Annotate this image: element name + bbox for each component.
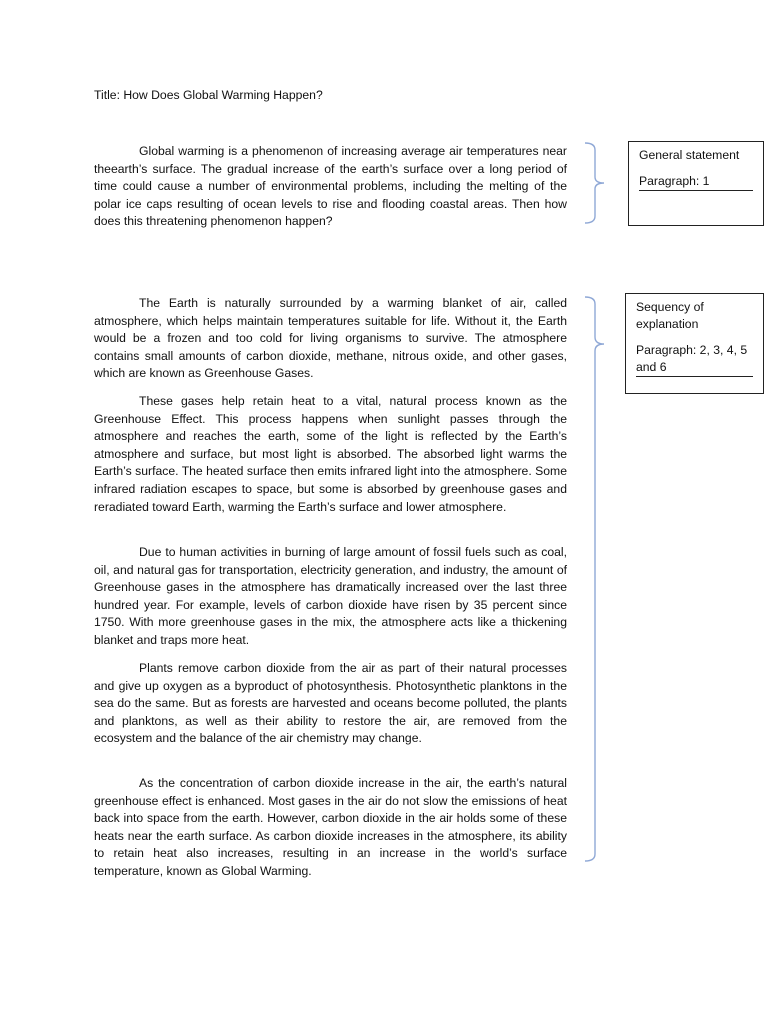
paragraph-3: These gases help retain heat to a vital, natural process known as the Greenhouse Effect. This process happens when sunlight passes through the atmosphere and reaches the earth, some of the light is reflected by the Earth’s atmosphere and surface, but most light is absorbed. The absorbed light warms the Earth’s surface. The heated surface then emits infrared light into the atmosphere. Some infrared radiation escapes to space, but some is absorbed by greenhouse gases and reradiated toward Earth, warming the Earth’s surface and lower atmosphere. xyxy=(94,394,567,514)
annotation-box-general-statement xyxy=(628,141,764,226)
document-title: Title: How Does Global Warming Happen? xyxy=(94,88,323,102)
paragraph-6: As the concentration of carbon dioxide increase in the air, the earth’s natural greenhouse effect is enhanced. Most gases in the air do not slow the emissions of heat back into space from the earth. However, carbon dioxide in the air holds some of these heats near the earth surface. As carbon dioxide increases in the atmosphere, its ability to retain heat also increases, resulting in an increase in the world’s surface temperature, known as Global Warming. xyxy=(94,776,567,878)
annotation-heading: General statement xyxy=(639,148,740,162)
paragraph-2: The Earth is naturally surrounded by a warming blanket of air, called atmosphere, which helps maintain temperatures suitable for life. Without it, the Earth would be a frozen and too cold for living organisms to survive. The atmosphere contains small amounts of carbon dioxide, methane, nitrous oxide, and other gases, which are known as Greenhouse Gases. xyxy=(94,296,567,381)
paragraph-5: Plants remove carbon dioxide from the air as part of their natural processes and give up oxygen as a byproduct of photosynthesis. Photosynthetic planktons in the sea do the same. But as forests are harvested and oceans become polluted, the plants and planktons, as well as their ability to restore the air, are removed from the ecosystem and the balance of the air chemistry may change. xyxy=(94,661,567,746)
annotation-paragraph-range: Paragraph: 1 xyxy=(639,173,753,191)
annotation-heading: Sequency of explanation xyxy=(636,300,704,331)
annotation-box-sequence-of-explanation xyxy=(625,293,764,394)
curly-brace-icon xyxy=(582,142,606,224)
paragraph-1: Global warming is a phenomenon of increasing average air temperatures near theearth’s surface. The gradual increase of the earth’s surface over a long period of time could cause a number of environmental problems, including the melting of the polar ice caps resulting of ocean levels to rise and flooding coastal areas. Then how does this threatening phenomenon happen? xyxy=(94,144,567,229)
curly-brace-icon xyxy=(582,296,606,862)
paragraph-4: Due to human activities in burning of large amount of fossil fuels such as coal, oil, and natural gas for transportation, electricity generation, and industry, the amount of Greenhouse gases in the atmosphere has dramatically increased over the last three hundred year. For example, levels of carbon dioxide have risen by 35 percent since 1750. With more greenhouse gases in the mix, the atmosphere acts like a thickening blanket and traps more heat. xyxy=(94,545,567,647)
annotation-paragraph-range: Paragraph: 2, 3, 4, 5 and 6 xyxy=(636,342,753,377)
